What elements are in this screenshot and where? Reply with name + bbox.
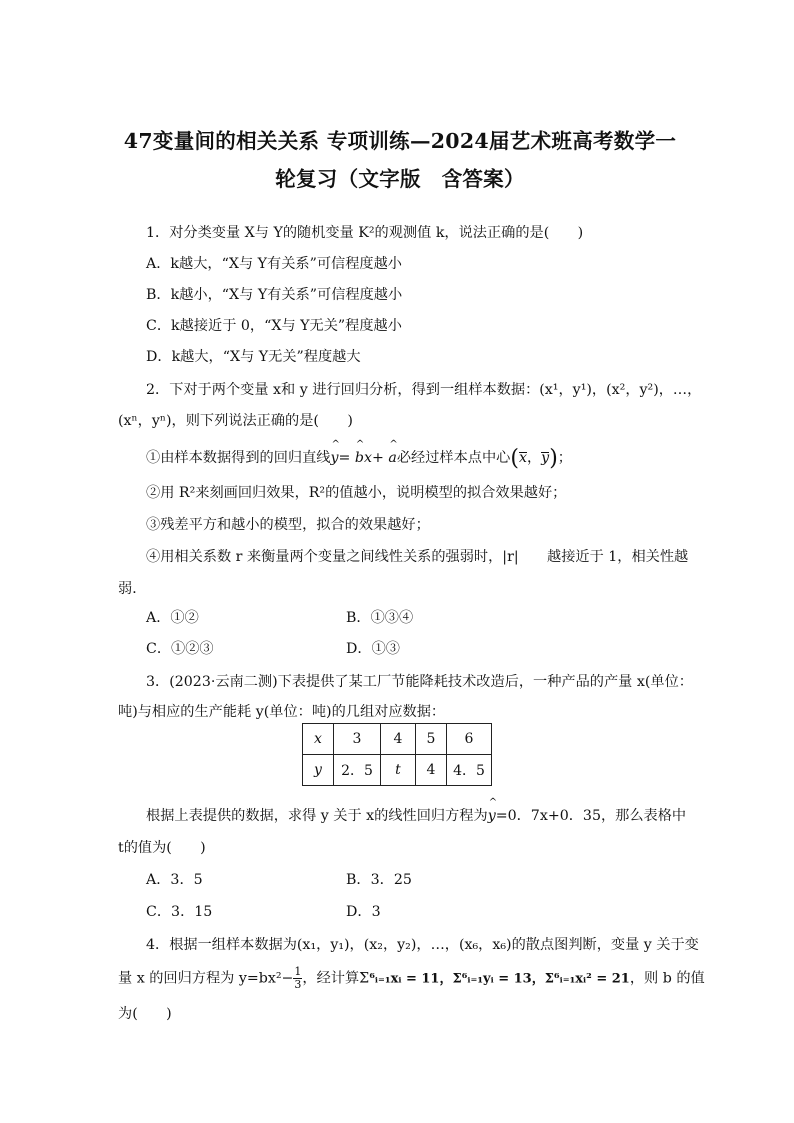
q2-statement-3: ③残差平方和越小的模型，拟合的效果越好； <box>146 517 430 533</box>
document-title-line-1: 47变量间的相关关系 专项训练—2024届艺术班高考数学一 <box>123 129 677 153</box>
q2-statement-1: ①由样本数据得到的回归直线^ y= ^ bx+ ^ a必经过样本点中心(x，y)； <box>146 446 572 471</box>
q4-l2-mid: ，经计算Σ <box>302 970 370 987</box>
q3-option-c: C．3．15 <box>146 904 213 920</box>
q3-stem-line-2: 吨)与相应的生产能耗 y(单位：吨)的几组对应数据： <box>118 704 446 720</box>
q3-after-table-line-1 <box>146 805 686 825</box>
q2-stem-line-2: (xⁿ，yⁿ)，则下列说法正确的是( ) <box>118 413 353 429</box>
table-row <box>303 724 492 755</box>
q2-statement-2: ②用 R²来刻画回归效果，R²的值越小，说明模型的拟合效果越好； <box>146 485 567 501</box>
q3-data-table <box>302 723 492 786</box>
q4-stem-line-3: 为( ) <box>118 1006 172 1022</box>
q2-stem-line-1: 2．下对于两个变量 x和 y 进行回归分析，得到一组样本数据：(x¹，y¹)，(x²，y²)，…， <box>146 382 702 398</box>
q3-after-table-line-2: t的值为( ) <box>118 840 206 856</box>
q1-option-d: D．k越大，“X与 Y无关”程度越大 <box>146 349 361 365</box>
table-cell: y <box>303 755 334 786</box>
table-cell: 4 <box>416 755 447 786</box>
table-cell: 5 <box>416 724 447 755</box>
q3-after-prefix: 根据上表提供的数据，求得 y 关于 x的线性回归方程为 <box>146 808 488 824</box>
q4-sums: ⁶ᵢ₌₁xᵢ = 11，Σ⁶ᵢ₌₁yᵢ = 13，Σ⁶ᵢ₌₁xᵢ² = 21 <box>369 971 630 987</box>
table-cell: 4．5 <box>447 755 492 786</box>
table-cell: t <box>381 755 416 786</box>
q4-stem-line-2 <box>118 966 705 991</box>
q2-option-b: B．①③④ <box>346 610 414 626</box>
q2-option-d: D．①③ <box>346 641 400 657</box>
q2-s1-equals: = <box>338 450 351 466</box>
b-hat: ^ b <box>355 450 364 466</box>
document-title-line-2: 轮复习（文字版 含答案） <box>275 167 525 191</box>
q3-option-d: D．3 <box>346 904 381 920</box>
q2-option-c: C．①②③ <box>146 641 214 657</box>
y-hat: ^ y <box>488 808 496 824</box>
table-cell: 6 <box>447 724 492 755</box>
table-cell: 2．5 <box>334 755 381 786</box>
q3-option-b: B．3．25 <box>346 872 412 888</box>
q2-s1-x: x+ <box>363 450 384 466</box>
q3-option-a: A．3．5 <box>146 872 203 888</box>
x-bar: x <box>518 450 527 466</box>
q2-s1-postfix: 必经过样本点中心 <box>396 450 511 466</box>
q2-s1-end: ； <box>557 450 572 466</box>
q1-option-a: A．k越大，“X与 Y有关系”可信程度越小 <box>146 256 402 272</box>
q3-after-postfix: =0．7x+0．35，那么表格中 <box>495 808 687 824</box>
y-hat: ^ y <box>330 450 338 466</box>
a-hat: ^ a <box>388 450 396 466</box>
q4-l2-prefix: 量 x 的回归方程为 y=bx²− <box>118 970 294 987</box>
q2-statement-4-line-2: 弱． <box>118 581 147 597</box>
q4-l2-postfix: ，则 b 的值 <box>629 970 705 987</box>
y-bar: y <box>541 450 550 466</box>
q4-stem-line-1: 4．根据一组样本数据为(x₁，y₁)，(x₂，y₂)，…，(x₆，x₆)的散点图判断，变量 y 关于变 <box>146 937 699 953</box>
q1-option-c: C．k越接近于 0，“X与 Y无关”程度越小 <box>146 318 402 334</box>
table-cell: 4 <box>381 724 416 755</box>
fraction-numerator: 1 <box>294 965 302 978</box>
table-cell: 3 <box>334 724 381 755</box>
fraction-denominator: 3 <box>294 978 302 991</box>
q2-s1-comma: ， <box>526 450 542 466</box>
table-row <box>303 755 492 786</box>
q1-stem: 1．对分类变量 X与 Y的随机变量 K²的观测值 k，说法正确的是( ) <box>146 225 584 241</box>
q1-option-b: B．k越小，“X与 Y有关系”可信程度越小 <box>146 287 403 303</box>
q3-stem-line-1: 3．(2023·云南二测)下表提供了某工厂节能降耗技术改造后，一种产品的产量 x(单位： <box>146 674 693 690</box>
q2-option-a: A．①② <box>146 610 199 626</box>
q2-statement-4-line-1: ④用相关系数 r 来衡量两个变量之间线性关系的强弱时，|r| 越接近于 1，相关性越 <box>146 549 689 565</box>
q2-s1-prefix: ①由样本数据得到的回归直线 <box>146 450 331 466</box>
table-cell: x <box>303 724 334 755</box>
